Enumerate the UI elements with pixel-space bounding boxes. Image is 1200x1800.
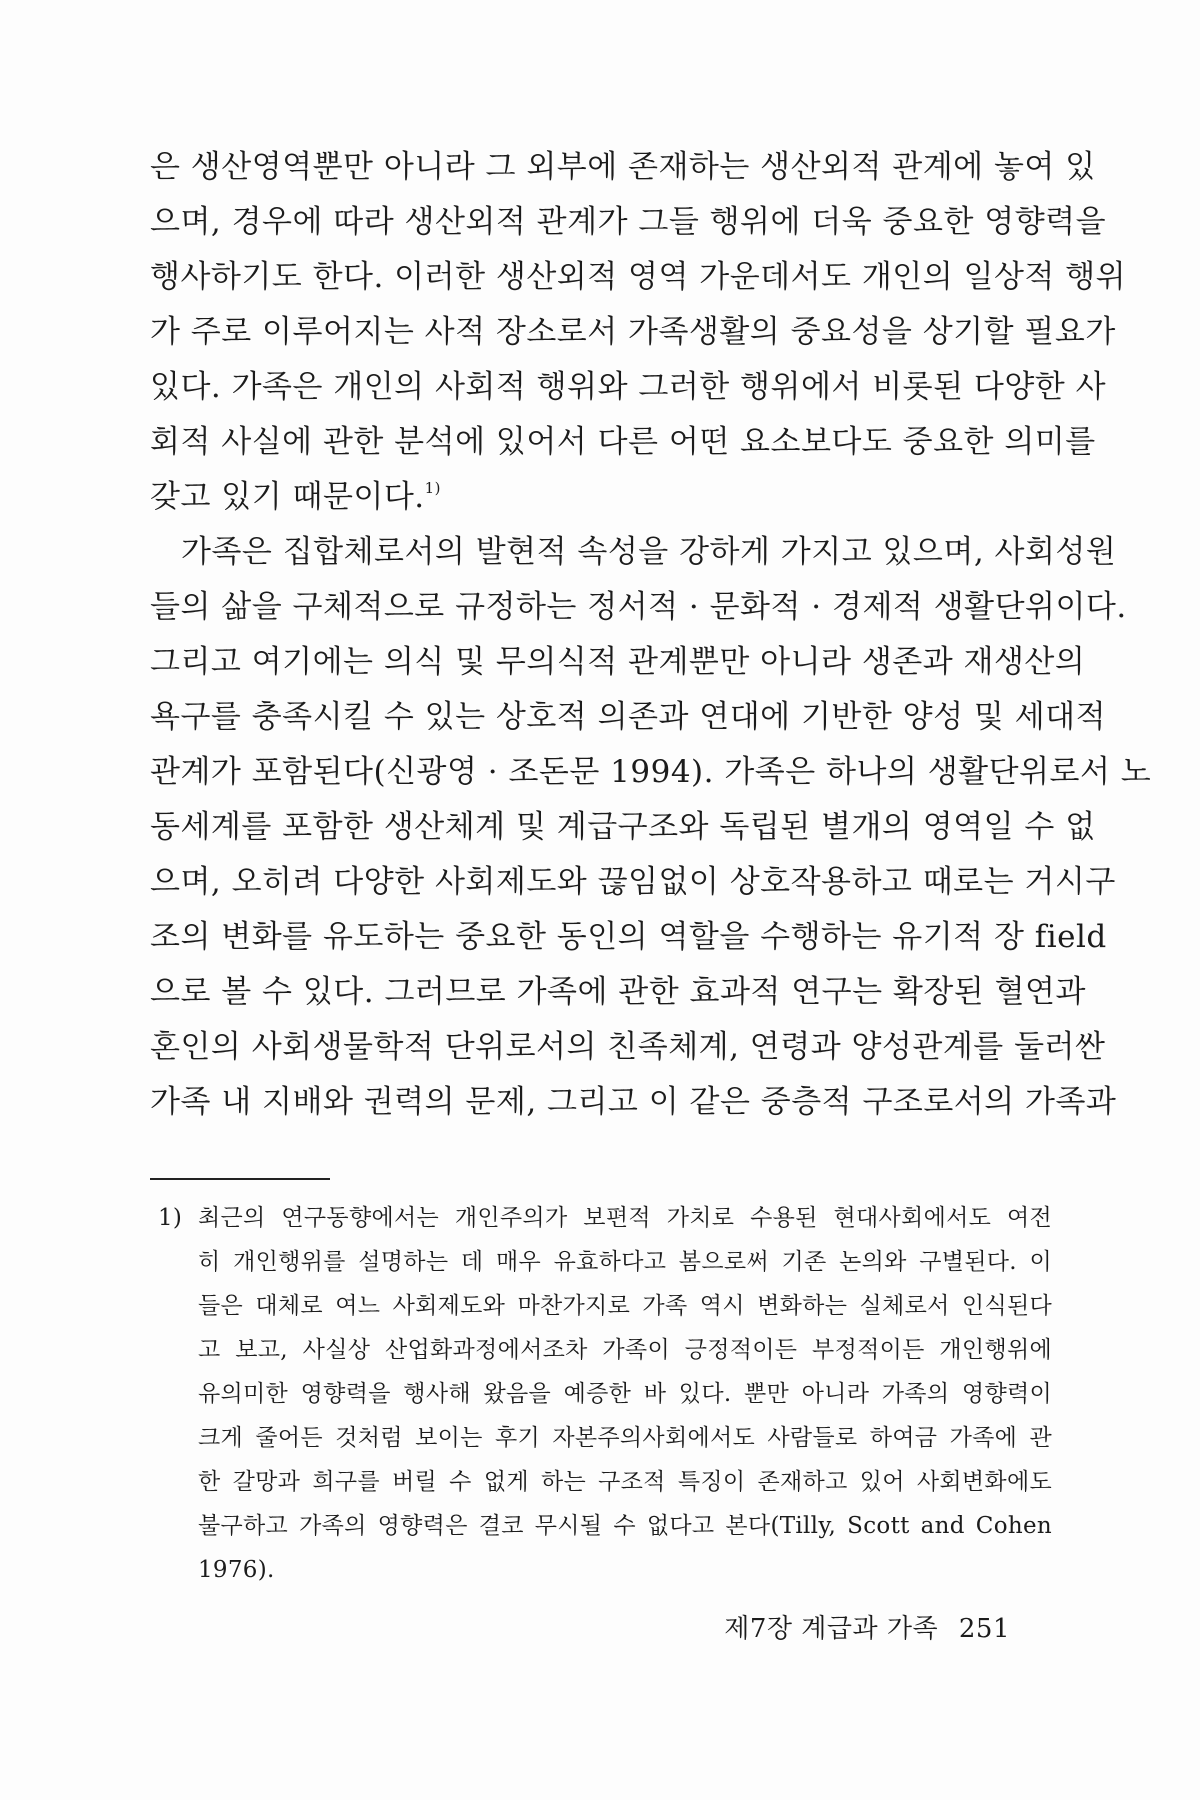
paragraph-2 [150, 525, 1152, 1130]
footnote-separator [150, 1178, 330, 1180]
text-line: 은 생산영역뿐만 아니라 그 외부에 존재하는 생산외적 관계에 놓여 있 [150, 149, 1096, 185]
text-line: 혼인의 사회생물학적 단위로서의 친족체계, 연령과 양성관계를 둘러싼 [150, 1029, 1106, 1065]
paragraph-1 [150, 140, 1127, 525]
footnote-line: 들은 대체로 여느 사회제도와 마찬가지로 가족 역시 변화하는 실체로서 인식된다 [198, 1293, 1052, 1319]
text-line: 으며, 경우에 따라 생산외적 관계가 그들 행위에 더욱 중요한 영향력을 [150, 204, 1107, 240]
page-number: 251 [958, 1614, 1010, 1644]
text-line: 있다. 가족은 개인의 사회적 행위와 그러한 행위에서 비롯된 다양한 사 [150, 369, 1107, 405]
text-line: 그리고 여기에는 의식 및 무의식적 관계뿐만 아니라 생존과 재생산의 [150, 644, 1086, 680]
text-line: 회적 사실에 관한 분석에 있어서 다른 어떤 요소보다도 중요한 의미를 [150, 424, 1096, 460]
footnote-reference: 1) [424, 479, 442, 497]
text-line: 조의 변화를 유도하는 중요한 동인의 역할을 수행하는 유기적 장 field [150, 919, 1107, 955]
text-line: 가 주로 이루어지는 사적 장소로서 가족생활의 중요성을 상기할 필요가 [150, 314, 1116, 350]
text-line: 들의 삶을 구체적으로 규정하는 정서적 · 문화적 · 경제적 생활단위이다. [150, 589, 1127, 625]
footnote-line: 한 갈망과 희구를 버릴 수 없게 하는 구조적 특징이 존재하고 있어 사회변화에도 [198, 1469, 1052, 1495]
footnote-line: 불구하고 가족의 영향력은 결코 무시될 수 없다고 본다(Tilly, Scott and Cohen [198, 1513, 1052, 1539]
footnote-line: 유의미한 영향력을 행사해 왔음을 예증한 바 있다. 뿐만 아니라 가족의 영향력이 [198, 1381, 1053, 1407]
footnote-line: 히 개인행위를 설명하는 데 매우 유효하다고 봄으로써 기존 논의와 구별된다. 이 [198, 1249, 1053, 1275]
footnote-line: 크게 줄어든 것처럼 보이는 후기 자본주의사회에서도 사람들로 하여금 가족에 관 [198, 1425, 1052, 1451]
footnote-line: 1976). [198, 1557, 275, 1583]
footnote-line [150, 1196, 1052, 1240]
footnote-marker: 1) [158, 1205, 183, 1231]
text-line: 행사하기도 한다. 이러한 생산외적 영역 가운데서도 개인의 일상적 행위 [150, 259, 1127, 295]
text-line: 욕구를 충족시킬 수 있는 상호적 의존과 연대에 기반한 양성 및 세대적 [150, 699, 1107, 735]
chapter-title: 제7장 계급과 가족 [724, 1614, 939, 1644]
text-line: 가족 내 지배와 권력의 문제, 그리고 이 같은 중층적 구조로서의 가족과 [150, 1084, 1117, 1120]
text-line: 동세계를 포함한 생산체계 및 계급구조와 독립된 별개의 영역일 수 없 [150, 809, 1096, 845]
text-line: 관계가 포함된다(신광영 · 조돈문 1994). 가족은 하나의 생활단위로서 노 [150, 754, 1152, 790]
text-line [150, 470, 1052, 525]
text-line-content: 갖고 있기 때문이다. [150, 479, 425, 515]
text-line: 으며, 오히려 다양한 사회제도와 끊임없이 상호작용하고 때로는 거시구 [150, 864, 1116, 900]
footnote-line: 고 보고, 사실상 산업화과정에서조차 가족이 긍정적이든 부정적이든 개인행위에 [198, 1337, 1052, 1363]
main-text [150, 140, 1152, 1130]
footnote-block [150, 1196, 1052, 1592]
text-line: 으로 볼 수 있다. 그러므로 가족에 관한 효과적 연구는 확장된 혈연과 [150, 974, 1086, 1010]
footnote-text: 최근의 연구동향에서는 개인주의가 보편적 가치로 수용된 현대사회에서도 여전 [198, 1205, 1052, 1231]
text-line: 가족은 집합체로서의 발현적 속성을 강하게 가지고 있으며, 사회성원 [181, 534, 1117, 570]
page-footer [724, 1608, 1010, 1645]
